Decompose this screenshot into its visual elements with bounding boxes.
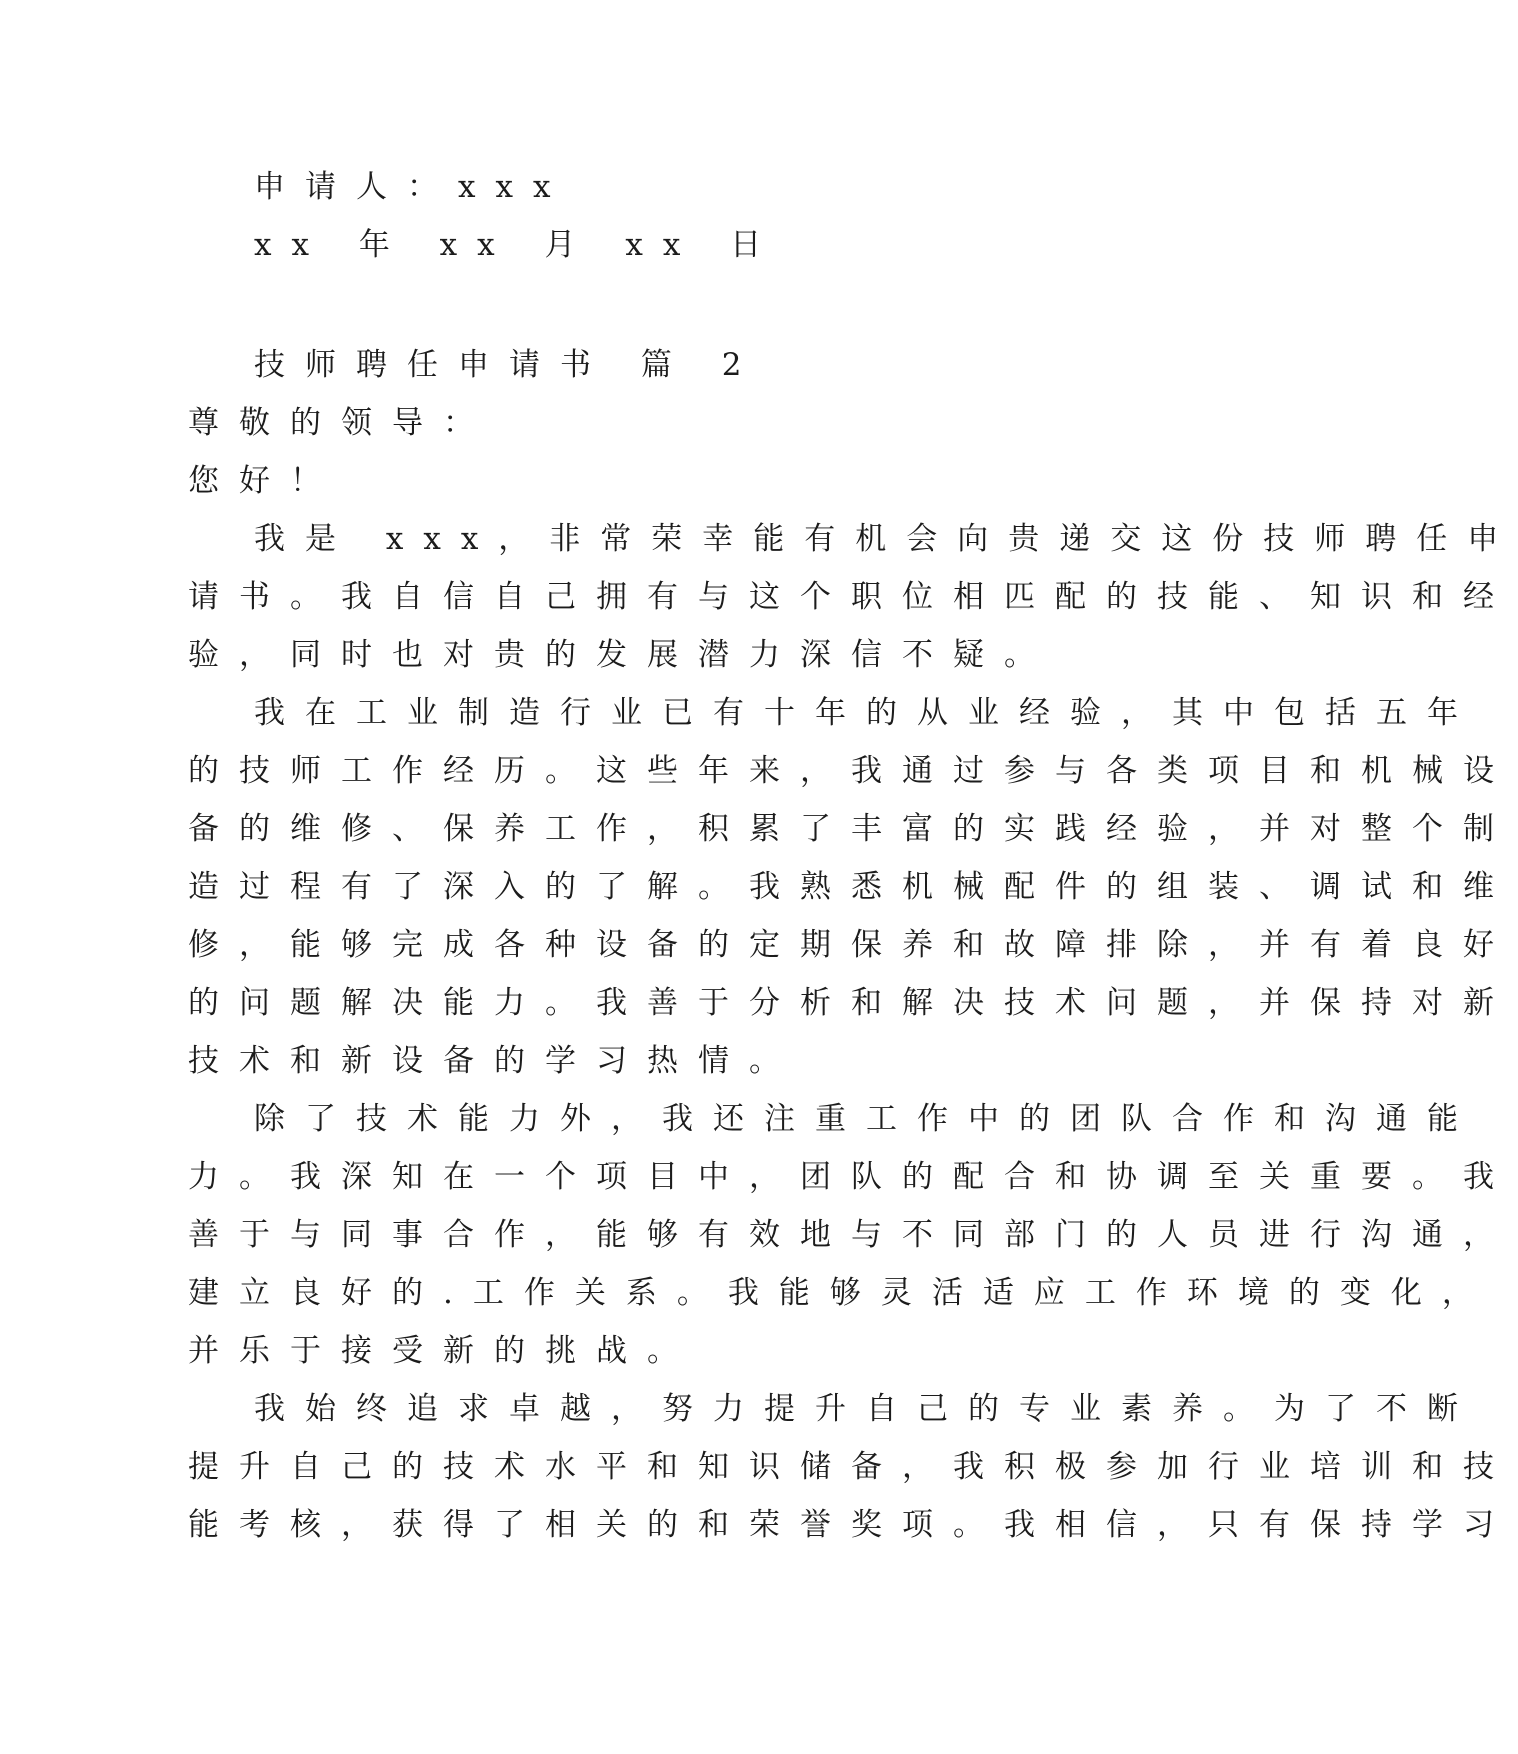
paragraph-line: 建立良好的.工作关系。我能够灵活适应工作环境的变化， [188, 1275, 1493, 1311]
paragraph-line: 提升自己的技术水平和知识储备，我积极参加行业培训和技 [188, 1449, 1514, 1485]
paragraph-line: 造过程有了深入的了解。我熟悉机械配件的组装、调试和维 [188, 869, 1514, 905]
salutation-hello: 您好！ [188, 463, 341, 499]
paragraph-line: 除了技术能力外，我还注重工作中的团队合作和沟通能 [254, 1101, 1478, 1137]
paragraph-line: 的技师工作经历。这些年来，我通过参与各类项目和机械设 [188, 753, 1514, 789]
section-heading-block [188, 336, 1088, 394]
paragraph-line: 验，同时也对贵的发展潜力深信不疑。 [188, 637, 1055, 673]
body-paragraph-4 [188, 1380, 1514, 1554]
paragraph-line: 我始终追求卓越，努力提升自己的专业素养。为了不断 [254, 1391, 1478, 1427]
paragraph-line: 备的维修、保养工作，积累了丰富的实践经验，并对整个制 [188, 811, 1514, 847]
paragraph-line: 修，能够完成各种设备的定期保养和故障排除，并有着良好 [188, 927, 1514, 963]
body-paragraph-1 [188, 510, 1518, 684]
applicant-signature-block [188, 158, 1088, 274]
paragraph-line: 力。我深知在一个项目中，团队的配合和协调至关重要。我 [188, 1159, 1514, 1195]
paragraph-line: 能考核，获得了相关的和荣誉奖项。我相信，只有保持学习 [188, 1507, 1514, 1543]
applicant-name-line: 申请人：xxx [254, 169, 571, 205]
paragraph-line: 善于与同事合作，能够有效地与不同部门的人员进行沟通， [188, 1217, 1514, 1253]
paragraph-line: 我是 xxx，非常荣幸能有机会向贵递交这份技师聘任申 [254, 521, 1518, 557]
body-paragraph-3 [188, 1090, 1514, 1380]
letter-body [188, 510, 1518, 1554]
salutation-greeting: 尊敬的领导： [188, 405, 494, 441]
paragraph-line: 我在工业制造行业已有十年的从业经验，其中包括五年 [254, 695, 1478, 731]
section-heading: 技师聘任申请书 篇 2 [254, 347, 762, 383]
salutation-block [188, 394, 1088, 510]
paragraph-line: 的问题解决能力。我善于分析和解决技术问题，并保持对新 [188, 985, 1514, 1021]
paragraph-line: 技术和新设备的学习热情。 [188, 1043, 800, 1079]
paragraph-line: 请书。我自信自己拥有与这个职位相匹配的技能、知识和经 [188, 579, 1514, 615]
application-date-line: xx 年 xx 月 xx 日 [254, 227, 782, 263]
body-paragraph-2 [188, 684, 1514, 1090]
paragraph-line: 并乐于接受新的挑战。 [188, 1333, 698, 1369]
